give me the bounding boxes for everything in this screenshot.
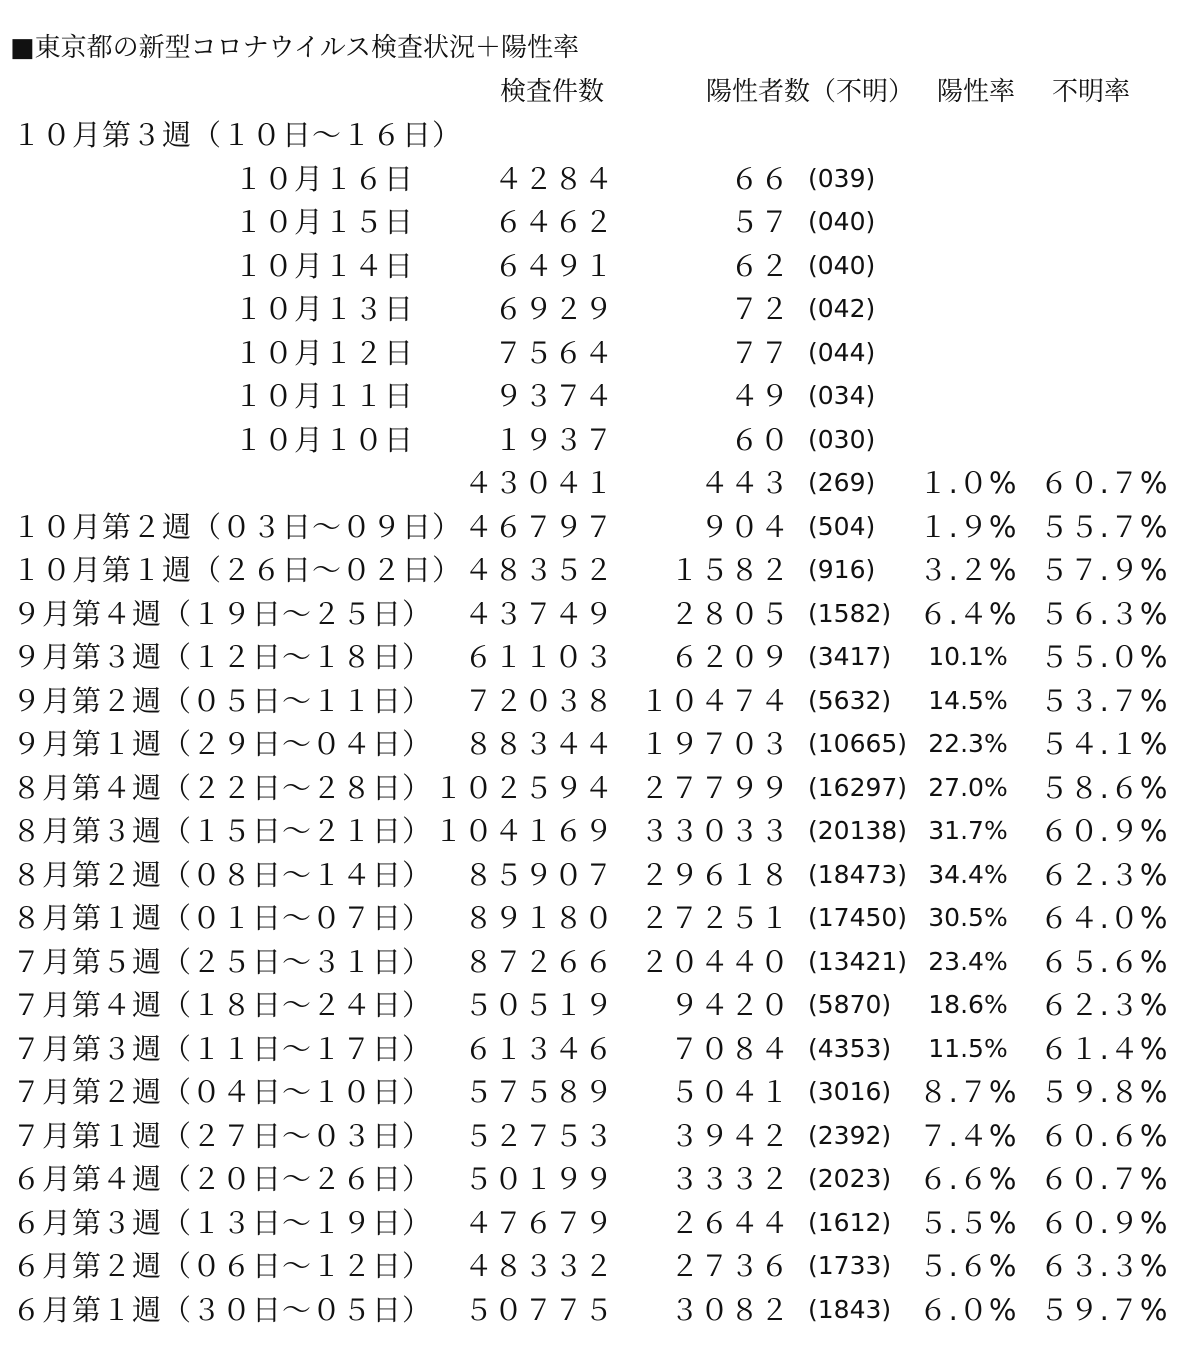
week-unknown-rate: ５６.３% xyxy=(1039,597,1169,631)
week-rate: ８.７% xyxy=(918,1075,1018,1109)
week-period: ９月第３週（１２日〜１８日） xyxy=(12,640,433,674)
week-unknown: (3016) xyxy=(808,1077,892,1106)
week-period: ６月第２週（０６日〜１２日） xyxy=(12,1249,433,1283)
week-total-rate: １.０% xyxy=(918,466,1018,500)
week-unknown-rate: ６０.９% xyxy=(1039,814,1169,848)
week-unknown-rate: ６４.０% xyxy=(1039,901,1169,935)
week-unknown-rate: ６０.７% xyxy=(1039,1162,1169,1196)
week-unknown: (20138) xyxy=(808,816,908,845)
week-unknown: (916) xyxy=(808,555,876,584)
daily-positives: ５７ xyxy=(729,205,790,239)
daily-tests: ７５６４ xyxy=(493,336,614,370)
daily-unknown: (040) xyxy=(808,207,876,236)
document-title: ■東京都の新型コロナウイルス検査状況＋陽性率 xyxy=(10,33,580,63)
daily-unknown: (042) xyxy=(808,294,876,323)
week-row xyxy=(0,1244,1200,1288)
week-unknown: (17450) xyxy=(808,903,908,932)
week-tests: ５７５８９ xyxy=(463,1075,614,1109)
header-positivity-rate: 陽性率 xyxy=(937,77,1016,107)
week-period: ７月第３週（１１日〜１７日） xyxy=(12,1032,433,1066)
week-period: ７月第１週（２７日〜０３日） xyxy=(12,1119,433,1153)
week-positives: ２７２５１ xyxy=(639,901,790,935)
daily-date: １０月１０日 xyxy=(233,423,414,457)
week-row xyxy=(0,983,1200,1027)
week-unknown: (1843) xyxy=(808,1295,892,1324)
daily-positives: ６０ xyxy=(729,423,790,457)
week-unknown-rate: ６３.３% xyxy=(1039,1249,1169,1283)
daily-positives: ４９ xyxy=(729,379,790,413)
week-unknown-rate: ５５.０% xyxy=(1039,640,1169,674)
week-unknown-rate: ５５.７% xyxy=(1039,510,1169,544)
daily-unknown: (030) xyxy=(808,425,876,454)
daily-tests: ９３７４ xyxy=(493,379,614,413)
week-period: ９月第４週（１９日〜２５日） xyxy=(12,597,433,631)
week-total-tests: ４３０４１ xyxy=(463,466,614,500)
week-tests: ４８３５２ xyxy=(463,553,614,587)
week-rate: ３.２% xyxy=(918,553,1018,587)
week-tests: １０４１６９ xyxy=(433,814,614,848)
week-row xyxy=(0,635,1200,679)
daily-positives: ７７ xyxy=(729,336,790,370)
week-rate: ６.０% xyxy=(918,1293,1018,1327)
daily-row xyxy=(0,157,1200,201)
header-unknown-rate: 不明率 xyxy=(1052,77,1131,107)
week-tests: ８９１８０ xyxy=(463,901,614,935)
week-unknown: (1612) xyxy=(808,1208,892,1237)
daily-row xyxy=(0,374,1200,418)
week-row xyxy=(0,1288,1200,1332)
daily-unknown: (044) xyxy=(808,338,876,367)
week-unknown-rate: ６５.６% xyxy=(1039,945,1169,979)
week-unknown-rate: ５７.９% xyxy=(1039,553,1169,587)
daily-positives: ６６ xyxy=(729,162,790,196)
week-period: ６月第４週（２０日〜２６日） xyxy=(12,1162,433,1196)
week-period: ９月第１週（２９日〜０４日） xyxy=(12,727,433,761)
week-positives: ９０４ xyxy=(699,510,790,544)
week-unknown-rate: ６２.３% xyxy=(1039,858,1169,892)
week-period: １０月第１週（２６日〜０２日） xyxy=(12,553,463,587)
week-unknown: (1733) xyxy=(808,1251,892,1280)
week-rate: 18.6% xyxy=(928,990,1008,1019)
daily-date: １０月１１日 xyxy=(233,379,414,413)
daily-tests: ６４６２ xyxy=(493,205,614,239)
week-unknown: (4353) xyxy=(808,1034,892,1063)
week-total-unknown-rate: ６０.７% xyxy=(1039,466,1169,500)
week-period: ８月第３週（１５日〜２１日） xyxy=(12,814,433,848)
week-rate: 22.3% xyxy=(928,729,1008,758)
daily-positives: ６２ xyxy=(729,249,790,283)
week-unknown-rate: ６１.４% xyxy=(1039,1032,1169,1066)
daily-row xyxy=(0,287,1200,331)
week-tests: ４６７９７ xyxy=(463,510,614,544)
week-unknown: (5870) xyxy=(808,990,892,1019)
daily-tests: ６４９１ xyxy=(493,249,614,283)
week-row xyxy=(0,1027,1200,1071)
daily-unknown: (040) xyxy=(808,251,876,280)
week-rate: ５.６% xyxy=(918,1249,1018,1283)
week-unknown-rate: ５９.７% xyxy=(1039,1293,1169,1327)
week-unknown: (3417) xyxy=(808,642,892,671)
week-tests: ６１１０３ xyxy=(463,640,614,674)
week-rate: 23.4% xyxy=(928,947,1008,976)
week-tests: ８７２６６ xyxy=(463,945,614,979)
week-rate: 14.5% xyxy=(928,686,1008,715)
week-positives: ９４２０ xyxy=(669,988,790,1022)
week-unknown: (2392) xyxy=(808,1121,892,1150)
week-positives: １５８２ xyxy=(669,553,790,587)
week-unknown: (18473) xyxy=(808,860,908,889)
daily-row xyxy=(0,244,1200,288)
week-period: ８月第４週（２２日〜２８日） xyxy=(12,771,433,805)
week-rate: 11.5% xyxy=(928,1034,1008,1063)
week-row xyxy=(0,853,1200,897)
week-rate: １.９% xyxy=(918,510,1018,544)
week-unknown-rate: ５３.７% xyxy=(1039,684,1169,718)
week-row xyxy=(0,505,1200,549)
week-tests: ５２７５３ xyxy=(463,1119,614,1153)
daily-row xyxy=(0,418,1200,462)
week-unknown: (504) xyxy=(808,512,876,541)
week-heading-row xyxy=(0,113,1200,157)
week-unknown: (13421) xyxy=(808,947,908,976)
week-positives: ３３３２ xyxy=(669,1162,790,1196)
week-positives: ２７３６ xyxy=(669,1249,790,1283)
header-positives: 陽性者数（不明） xyxy=(706,77,915,107)
week-rate: 27.0% xyxy=(928,773,1008,802)
week-row xyxy=(0,1157,1200,1201)
week-unknown: (5632) xyxy=(808,686,892,715)
daily-tests: ６９２９ xyxy=(493,292,614,326)
week-period: ８月第２週（０８日〜１４日） xyxy=(12,858,433,892)
week-unknown: (16297) xyxy=(808,773,908,802)
week-tests: ５０１９９ xyxy=(463,1162,614,1196)
header-tests: 検査件数 xyxy=(500,77,605,107)
daily-date: １０月１４日 xyxy=(233,249,414,283)
daily-unknown: (039) xyxy=(808,164,876,193)
week-rate: 34.4% xyxy=(928,860,1008,889)
week-tests: ４３７４９ xyxy=(463,597,614,631)
week-tests: ５０７７５ xyxy=(463,1293,614,1327)
week-tests: ６１３４６ xyxy=(463,1032,614,1066)
week-positives: ７０８４ xyxy=(669,1032,790,1066)
week-positives: ３０８２ xyxy=(669,1293,790,1327)
week-positives: １９７０３ xyxy=(639,727,790,761)
week-rate: 31.7% xyxy=(928,816,1008,845)
daily-date: １０月１５日 xyxy=(233,205,414,239)
week-unknown: (1582) xyxy=(808,599,892,628)
week-unknown: (10665) xyxy=(808,729,908,758)
week-row xyxy=(0,679,1200,723)
week-period: ９月第２週（０５日〜１１日） xyxy=(12,684,433,718)
week-period: ８月第１週（０１日〜０７日） xyxy=(12,901,433,935)
week-positives: ３３０３３ xyxy=(639,814,790,848)
week-row xyxy=(0,809,1200,853)
week-row xyxy=(0,1114,1200,1158)
week-period: １０月第２週（０３日〜０９日） xyxy=(12,510,463,544)
week-unknown-rate: ５８.６% xyxy=(1039,771,1169,805)
week-rate: ６.６% xyxy=(918,1162,1018,1196)
daily-unknown: (034) xyxy=(808,381,876,410)
week-rate: ６.４% xyxy=(918,597,1018,631)
week-positives: ２６４４ xyxy=(669,1206,790,1240)
week-total-unknown: (269) xyxy=(808,468,876,497)
week-tests: １０２５９４ xyxy=(433,771,614,805)
week-positives: ６２０９ xyxy=(669,640,790,674)
week-unknown-rate: ６０.９% xyxy=(1039,1206,1169,1240)
daily-date: １０月１３日 xyxy=(233,292,414,326)
daily-row xyxy=(0,200,1200,244)
week-rate: 30.5% xyxy=(928,903,1008,932)
week-tests: ４８３３２ xyxy=(463,1249,614,1283)
daily-positives: ７２ xyxy=(729,292,790,326)
week-period: ７月第５週（２５日〜３１日） xyxy=(12,945,433,979)
week-row xyxy=(0,1201,1200,1245)
daily-tests: ４２８４ xyxy=(493,162,614,196)
week-total-row xyxy=(0,461,1200,505)
week-unknown-rate: ６２.３% xyxy=(1039,988,1169,1022)
week-rate: 10.1% xyxy=(928,642,1008,671)
week-row xyxy=(0,896,1200,940)
week-row xyxy=(0,766,1200,810)
week-row xyxy=(0,548,1200,592)
week-rate: ５.５% xyxy=(918,1206,1018,1240)
week-heading: １０月第３週（１０日〜１６日） xyxy=(12,118,463,152)
week-unknown-rate: ５４.１% xyxy=(1039,727,1169,761)
daily-date: １０月１２日 xyxy=(233,336,414,370)
week-tests: ８５９０７ xyxy=(463,858,614,892)
week-total-positives: ４４３ xyxy=(699,466,790,500)
daily-row xyxy=(0,331,1200,375)
week-row xyxy=(0,1070,1200,1114)
week-period: ６月第３週（１３日〜１９日） xyxy=(12,1206,433,1240)
week-unknown-rate: ６０.６% xyxy=(1039,1119,1169,1153)
week-period: ６月第１週（３０日〜０５日） xyxy=(12,1293,433,1327)
week-positives: ３９４２ xyxy=(669,1119,790,1153)
week-tests: ４７６７９ xyxy=(463,1206,614,1240)
week-positives: ２８０５ xyxy=(669,597,790,631)
week-tests: ５０５１９ xyxy=(463,988,614,1022)
week-row xyxy=(0,722,1200,766)
week-period: ７月第４週（１８日〜２４日） xyxy=(12,988,433,1022)
week-positives: ２７７９９ xyxy=(639,771,790,805)
week-period: ７月第２週（０４日〜１０日） xyxy=(12,1075,433,1109)
week-positives: ２０４４０ xyxy=(639,945,790,979)
week-tests: ７２０３８ xyxy=(463,684,614,718)
week-row xyxy=(0,940,1200,984)
week-unknown: (2023) xyxy=(808,1164,892,1193)
daily-date: １０月１６日 xyxy=(233,162,414,196)
week-positives: ５０４１ xyxy=(669,1075,790,1109)
week-tests: ８８３４４ xyxy=(463,727,614,761)
week-row xyxy=(0,592,1200,636)
daily-tests: １９３７ xyxy=(493,423,614,457)
week-rate: ７.４% xyxy=(918,1119,1018,1153)
week-positives: １０４７４ xyxy=(639,684,790,718)
week-positives: ２９６１８ xyxy=(639,858,790,892)
week-unknown-rate: ５９.８% xyxy=(1039,1075,1169,1109)
